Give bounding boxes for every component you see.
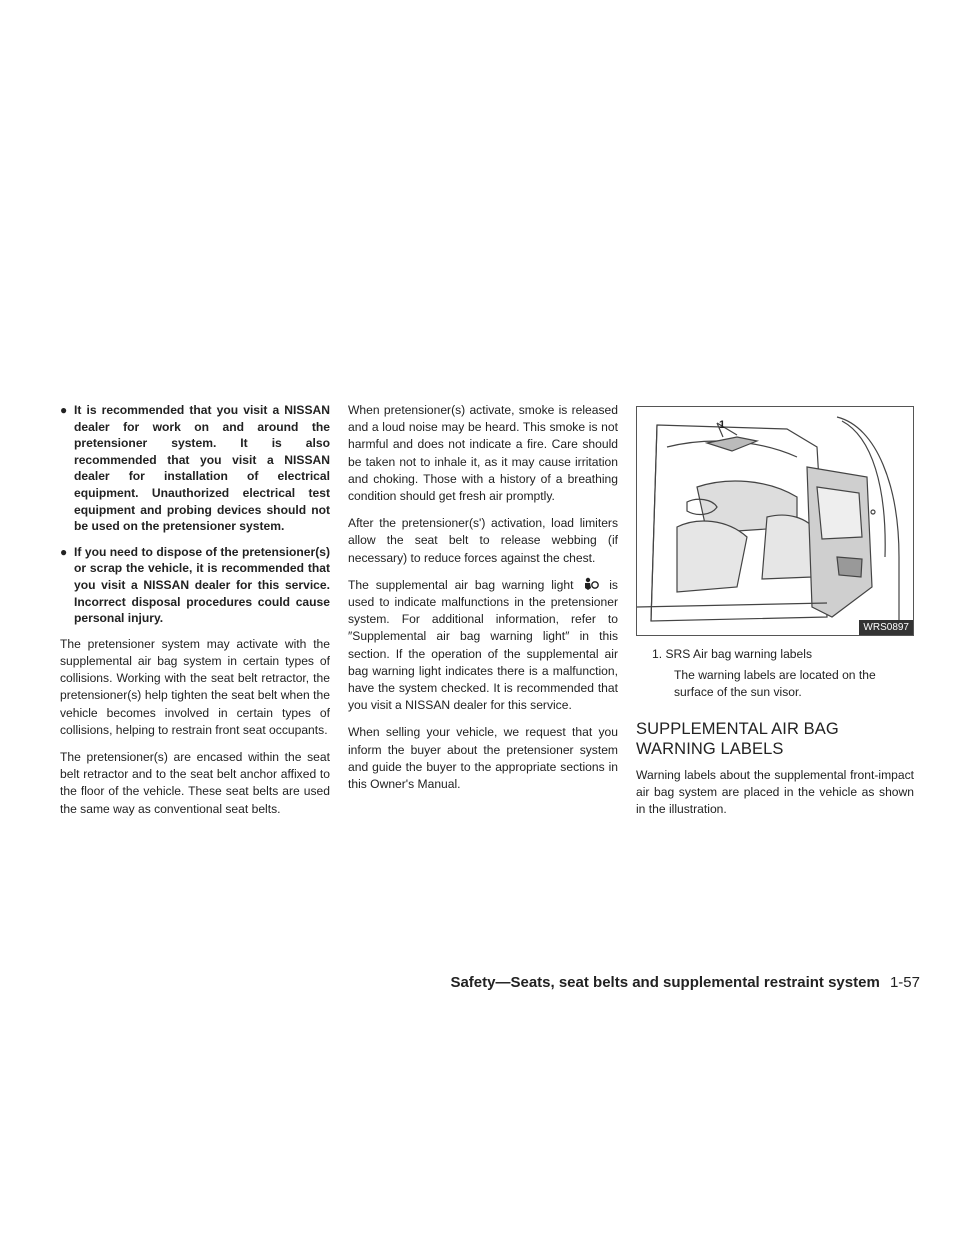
paragraph-text-before: The supplemental air bag warning light — [348, 577, 574, 592]
bullet-text: It is recommended that you visit a NISSAN dealer for work on and around the pretensioner system. It is also recommended that you visit a NISSAN dealer for installation of electrical equipment. Unauthorized electrical test equipment and probing devices should not be used on the pretensioner system. — [74, 403, 330, 534]
figure-code: WRS0897 — [859, 620, 913, 635]
column-left — [60, 402, 330, 828]
bullet-text: If you need to dispose of the pretensioner(s) or scrap the vehicle, it is recommended that you visit a NISSAN dealer for this service. Incorrect disposal procedures could cause personal injury. — [74, 544, 330, 626]
column-middle — [348, 402, 618, 803]
bullet-item — [60, 402, 330, 535]
figure-caption-note: The warning labels are located on the surface of the sun visor. — [674, 668, 876, 699]
paragraph: When selling your vehicle, we request that you inform the buyer about the pretensioner system and guide the buyer to the appropriate sections in this Owner's Manual. — [348, 725, 618, 792]
footer-section-title: Safety—Seats, seat belts and supplemental restraint system — [450, 974, 880, 991]
section-heading: SUPPLEMENTAL AIR BAG WARNING LABELS — [636, 720, 839, 758]
paragraph-with-icon — [348, 577, 618, 715]
paragraph: Warning labels about the supplemental front-impact air bag system are placed in the vehicle as shown in the illustration. — [636, 768, 914, 817]
car-interior-illustration — [637, 407, 914, 636]
paragraph: After the pretensioner(s') activation, load limiters allow the seat belt to release webbing (if necessary) to reduce forces against the chest. — [348, 516, 618, 565]
column-right — [636, 406, 914, 829]
page-number: 1-57 — [889, 974, 920, 991]
paragraph-text-after: is used to indicate malfunctions in the pretensioner system. For additional information, refer to ″Supplemental air bag warning light″ in this section. If the operation of the supplemental air bag warning light indicates there is a malfunction, have the system checked. It is recommended that you visit a NISSAN dealer for this service. — [348, 577, 618, 713]
bullet-icon: ● — [60, 403, 68, 417]
page-footer — [450, 974, 920, 991]
bullet-item — [60, 544, 330, 627]
figure-caption-item: 1. SRS Air bag warning labels — [652, 647, 812, 661]
paragraph: When pretensioner(s) activate, smoke is released and a loud noise may be heard. This smoke is not harmful and does not indicate a fire. Care should be taken not to inhale it, as it may cause irritation and choking. Those with a history of a breathing condition should get fresh air promptly. — [348, 403, 618, 504]
bullet-icon: ● — [60, 544, 68, 559]
illustration-figure — [636, 406, 914, 636]
callout-number: 1 — [719, 419, 726, 431]
paragraph: The pretensioner(s) are encased within the seat belt retractor and to the seat belt anchor affixed to the floor of the vehicle. These seat belts are used the same way as conventional seat belts. — [60, 749, 330, 816]
airbag-warning-icon — [580, 577, 602, 591]
paragraph: The pretensioner system may activate with the supplemental air bag system in certain types of collisions. Working with the seat belt retractor, the pretensioner(s) help tighten the seat belt when the vehicle becomes involved in certain types of collisions, helping to restrain front seat occupants. — [60, 636, 330, 737]
